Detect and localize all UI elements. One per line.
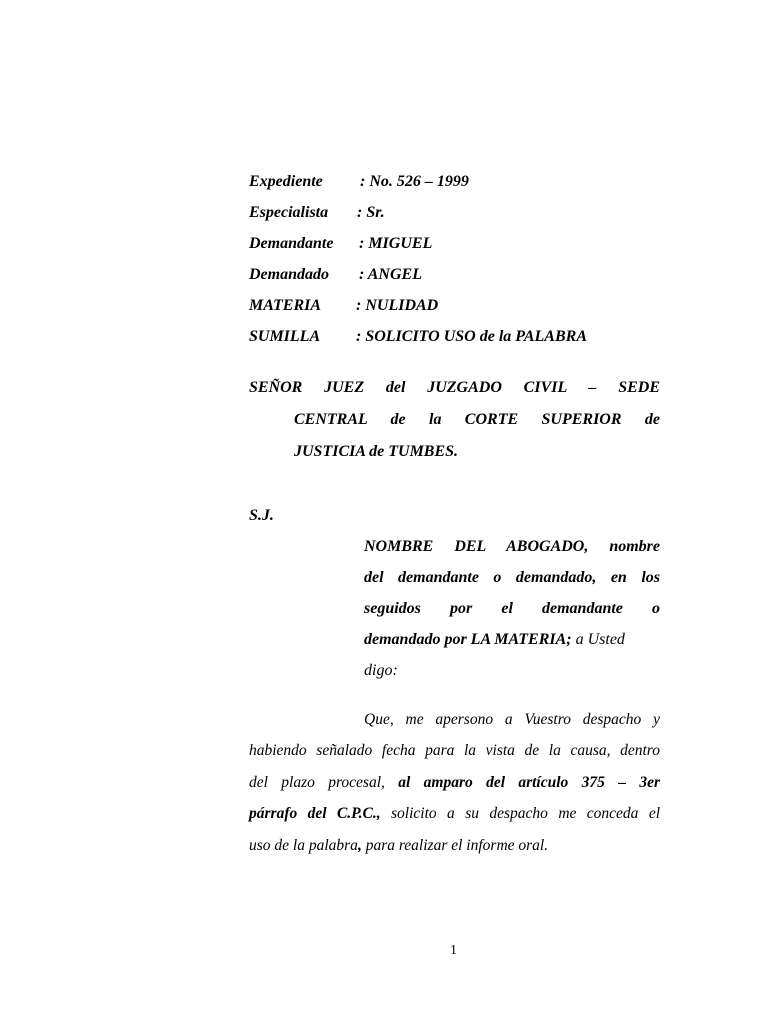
body-line-1: Que, me apersono a Vuestro despacho y [364,711,660,728]
body-line-5-bold: , [357,837,362,854]
body-line-4-bold: párrafo del C.P.C., [249,805,381,822]
intro-line-5: digo: [364,662,398,679]
page-number: 1 [450,943,457,958]
addressee-line-3: JUSTICIA de TUMBES. [294,443,459,460]
header-value: : ANGEL [359,266,422,283]
header-value: : SOLICITO USO de la PALABRA [356,328,587,345]
intro-line-1: NOMBRE DEL ABOGADO, nombre [364,538,660,555]
body-line-3-plain: del plazo procesal, [249,774,385,791]
header-label: MATERIA [249,297,322,314]
body-line-5-rest: para realizar el informe oral. [361,837,549,854]
body-line-4 [249,805,660,823]
intro-line-4-plain: a Usted [571,631,625,648]
intro-line-2: del demandante o demandado, en los [364,569,660,586]
body-line-3 [249,774,660,792]
body-line-3-bold: al amparo del artículo 375 – 3er [398,774,660,791]
addressee-line-2: CENTRAL de la CORTE SUPERIOR de [294,411,660,428]
body-line-5-plain: uso de la palabra [249,837,358,854]
intro-line-4 [364,631,625,649]
header-label: Expediente [249,173,323,190]
salutation: S.J. [249,507,274,524]
header-label: SUMILLA [249,328,321,345]
header-value: : NULIDAD [356,297,439,314]
intro-line-3: seguidos por el demandante o [364,600,660,617]
addressee-line-1: SEÑOR JUEZ del JUZGADO CIVIL – SEDE [249,379,660,396]
body-line-4-plain: solicito a su despacho me conceda el [391,805,661,822]
intro-line-4-bold: demandado por LA MATERIA; [364,631,572,648]
header-value: : Sr. [357,204,385,221]
header-label: Demandado [249,266,329,283]
header-value: : No. 526 – 1999 [360,173,469,190]
header-label: Demandante [249,235,334,252]
body-line-5 [249,837,548,855]
body-line-2: habiendo señalado fecha para la vista de la causa, dentro [249,742,660,759]
header-label: Especialista [249,204,329,221]
header-value: : MIGUEL [359,235,433,252]
